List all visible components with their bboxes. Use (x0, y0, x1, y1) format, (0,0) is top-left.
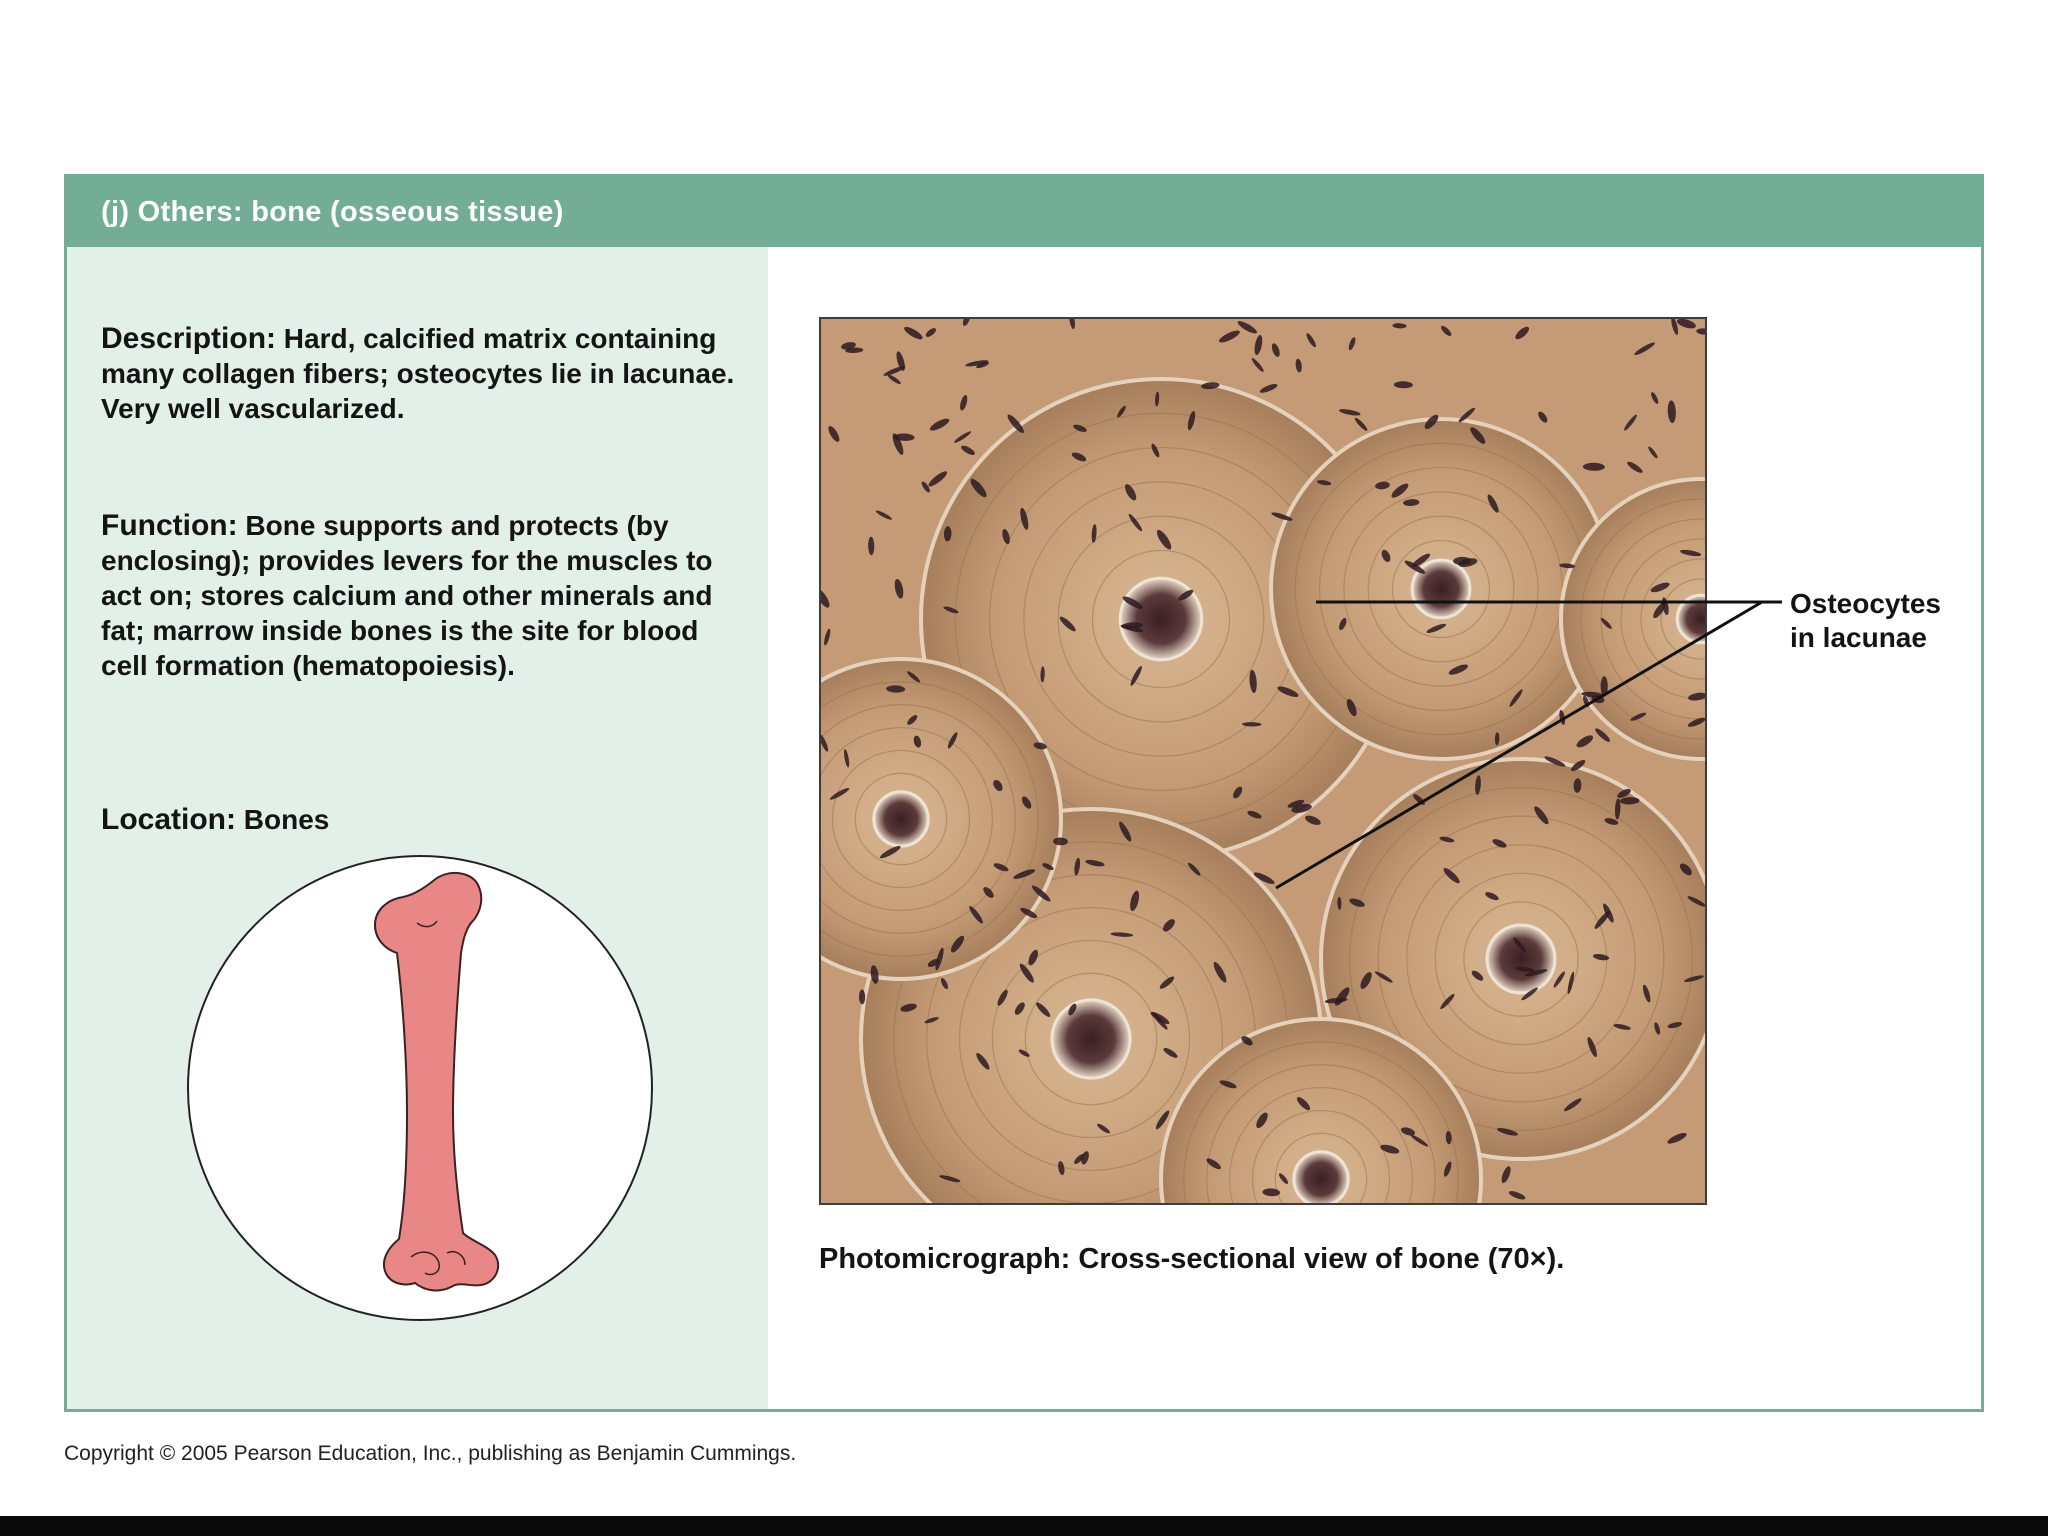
info-panel (67, 247, 768, 1409)
lacuna (1601, 676, 1608, 696)
description-text: Hard, calcified matrix containing many collagen fibers; osteocytes lie in lacunae. Very well vascularized. (101, 323, 735, 424)
photomicrograph-caption (819, 1243, 1919, 1276)
function-text: Bone supports and protects (by enclosing); provides levers for the muscles to act on; stores calcium and other minerals and fat; marrow inside bones is the site for blood cell formation (hematopoiesis). (101, 510, 713, 681)
description-block (101, 321, 751, 426)
bone-illustration (185, 853, 655, 1323)
location-text: Bones (236, 804, 330, 835)
osteon (1271, 419, 1611, 759)
card-header (67, 177, 1981, 247)
function-label: Function: (101, 509, 238, 542)
description-label: Description: (101, 322, 277, 355)
location-block (101, 802, 751, 837)
osteocytes-label (1790, 587, 1941, 655)
caption-label: Photomicrograph: (819, 1243, 1071, 1275)
photomicrograph (819, 317, 1707, 1205)
location-label: Location: (101, 803, 236, 836)
caption-text: Cross-sectional view of bone (70×). (1070, 1243, 1565, 1275)
callout-line-2: in lacunae (1790, 622, 1927, 653)
tissue-card (64, 174, 1984, 1412)
function-block (101, 508, 751, 683)
bottom-bar (0, 1516, 2048, 1536)
copyright-notice: Copyright © 2005 Pearson Education, Inc., publishing as Benjamin Cummings. (64, 1442, 797, 1465)
card-title: (j) Others: bone (osseous tissue) (101, 195, 564, 228)
callout-line-1: Osteocytes (1790, 588, 1941, 619)
